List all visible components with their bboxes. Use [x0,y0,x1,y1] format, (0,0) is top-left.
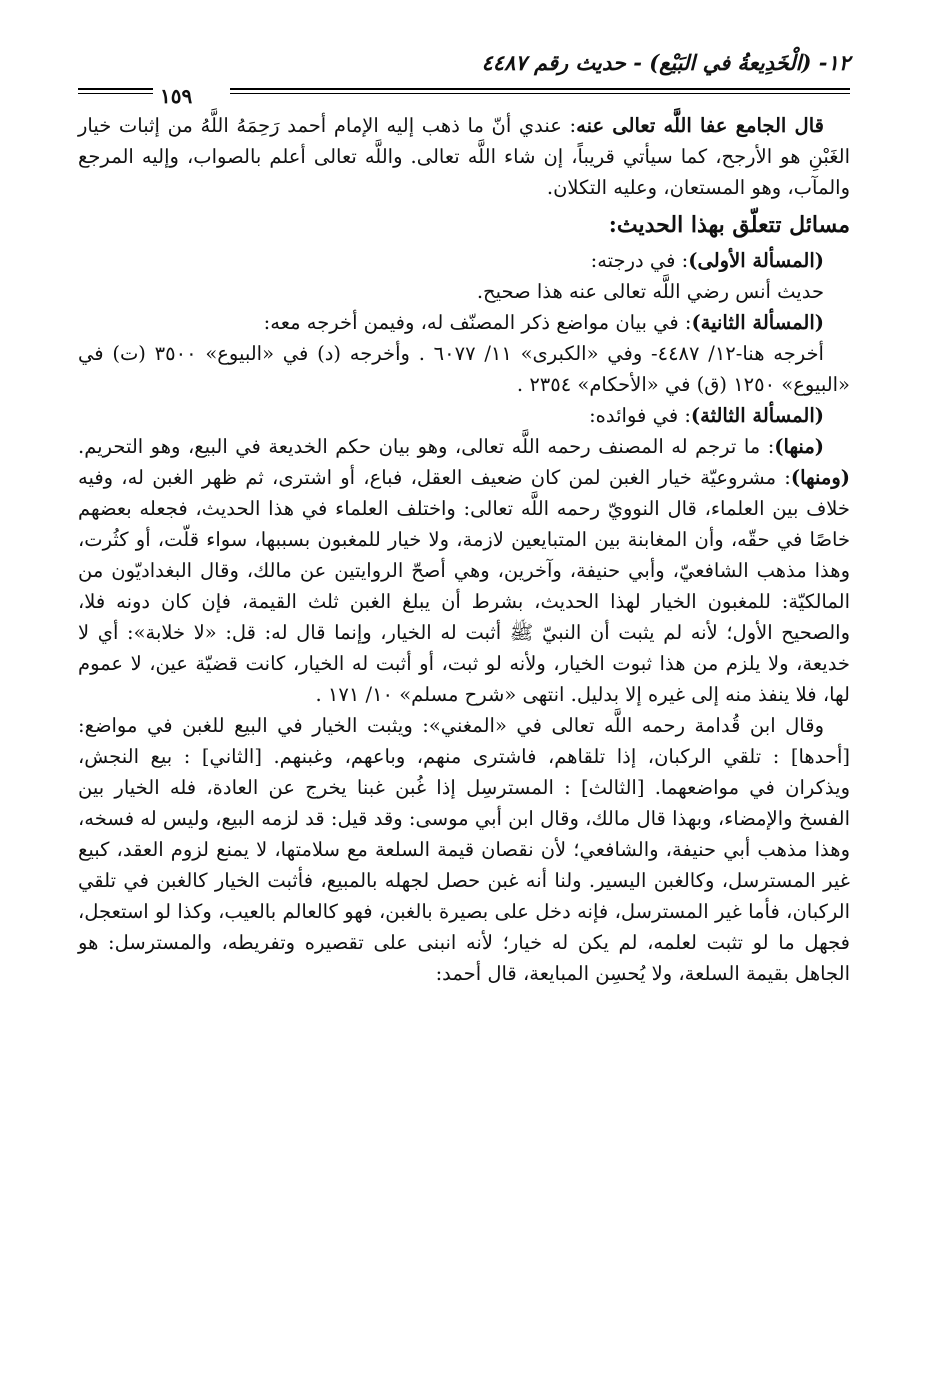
header-title: ١٢- (الْخَدِيعةُ في البَيْع) - حديث رقم ٤٤٨٧ [481,50,850,75]
main-text [78,110,850,989]
section-heading: مسائل تتعلّق بهذا الحديث: [608,212,850,238]
benefit-1-lead: (منها) [774,435,824,458]
benefits-paragraph [78,431,850,710]
page [78,48,850,989]
benefit-2-lead: (ومنها) [790,466,850,489]
question-1 [78,245,850,276]
question-1-answer: حديث أنس رضي اللَّه تعالى عنه هذا صحيح. [476,280,824,303]
question-1-lead: (المسألة الأولى) [688,249,824,272]
question-2-lead: (المسألة الثانية) [691,311,824,334]
question-2-answer: أخرجه هنا-١٢/ ٤٤٨٧- وفي «الكبرى» ١١/ ٦٠٧٧ . وأخرجه (د) في «البيوع» ٣٥٠٠ (ت) في «البيوع» ١٢٥٠ (ق) في «الأحكام» ٢٣٥٤ . [78,342,850,396]
page-header [78,48,850,110]
paragraph-lead: قال الجامع عفا اللَّه تعالى عنه [576,114,824,137]
paragraph-ibn-qudama: وقال ابن قُدامة رحمه اللَّه تعالى في «المغني»: ويثبت الخيار في البيع للغبن في مواضع: [أحدها] : تلقي الركبان، إذا تلقاهم، فاشترى منهم، وباعهم، وغبنهم. [الثاني] : بيع النجش، ويذكران في مواضعهما. [الثالث] : المسترسِل إذا غُبن غبنا يخرج عن العادة، فله الخيار بين الفسخ والإمضاء، وبهذا قال مالك، وقال ابن أبي موسى: وقد قيل: قد لزمه البيع، وليس له فسخه، وهذا مذهب أبي حنيفة، والشافعي؛ لأن نقصان قيمة السلعة مع سلامتها، لا يمنع لزوم العقد، كبيع غير المسترسل، وكالغبن اليسير. ولنا أنه غبن حصل لجهله بالمبيع، فأثبت الخيار كالغبن في تلقي الركبان، فأما غير المسترسل، فإنه دخل على بصيرة بالغبن، فهو كالعالم بالعيب، وكذا لو استعجل، فجهل ما لو تثبت لعلمه، لم يكن له خيار؛ لأنه انبنى على تقصيره وتفريطه، والمسترسل: هو الجاهل بقيمة السلعة، ولا يُحسِن المبايعة، قال أحمد: [78,714,850,985]
paragraph [78,110,850,203]
question-3-text: : في فوائده: [589,404,691,427]
question-2-text: : في بيان مواضع ذكر المصنّف له، وفيمن أخرجه معه: [263,311,692,334]
question-3-lead: (المسألة الثالثة) [690,404,824,427]
benefit-2-text: : مشروعيّة خيار الغبن لمن كان ضعيف العقل، فباع، أو اشترى، ثم ظهر الغبن له، وفيه خلاف بين العلماء، قال النوويّ رحمه اللَّه تعالى: واختلف العلماء في هذا الحديث، فجعله بعضهم خاصًا في حقّه، وأن المغابنة بين المتبايعين لازمة، ولا خيار للمغبون بسببها، سواء قلّت، أو كثُرت، وهذا مذهب الشافعيّ، وأبي حنيفة، وآخرين، وهي أصحّ الروايتين عن مالك، وقال البغداديّون من المالكيّة: للمغبون الخيار لهذا الحديث، بشرط أن يبلغ الغبن ثلث القيمة، فإن كان دونه فلا، والصحيح الأول؛ لأنه لم يثبت أن النبيّ ﷺ أثبت له الخيار، وإنما قال له: قل: «لا خلابة»: أي لا خديعة، ولا يلزم من هذا ثبوت الخيار، ولأنه لو ثبت، أو أثبت له الخيار، كانت قضيّة عين، لا عموم لها، فلا ينفذ منه إلى غيره إلا بدليل. انتهى «شرح مسلم» ١٠/ ١٧١ . [78,466,850,706]
question-3 [78,400,850,431]
paragraph-text: : عندي أنّ ما ذهب إليه الإمام أحمد رَحِمَهُ اللَّهُ من إثبات خيار الغَبْنِ هو الأرجح، كما سيأتي قريباً، إن شاء اللَّه تعالى. واللَّه تعالى أعلم بالصواب، وإليه المرجع والمآب، وهو المستعان، وعليه التكلان. [78,114,850,199]
header-rule [230,88,850,94]
question-2 [78,307,850,338]
page-number: ١٥٩ [160,84,193,108]
header-rule-left [78,88,153,94]
question-1-text: : في درجته: [590,249,689,272]
benefit-1-text: : ما ترجم له المصنف رحمه اللَّه تعالى، وهو بيان حكم الخديعة في البيع، وهو التحريم. [78,435,775,458]
